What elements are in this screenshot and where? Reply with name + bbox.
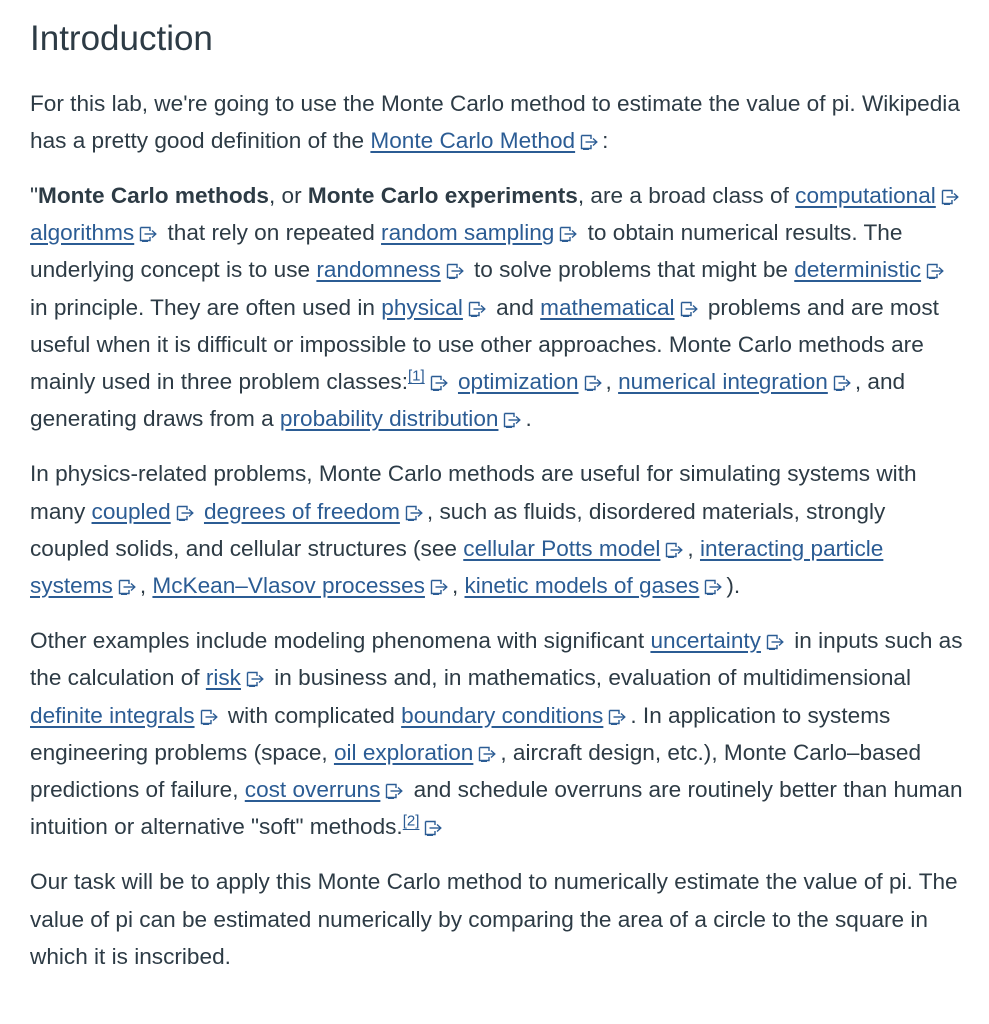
text: in principle. They are often used in bbox=[30, 294, 382, 320]
link-algorithms[interactable]: algorithms bbox=[30, 220, 135, 246]
external-link-icon[interactable] bbox=[478, 746, 500, 762]
paragraph-task: Our task will be to apply this Monte Carlo method to numerically estimate the value of pi. The value of pi can be estimated numerically by comparing the area of a circle to the square in which it is inscribed. bbox=[30, 869, 958, 969]
external-link-icon[interactable] bbox=[926, 263, 948, 279]
text: in inputs such as the calculation of bbox=[30, 628, 963, 691]
text: to obtain numerical results. The underlying concept is to use bbox=[30, 220, 903, 283]
text: problems and are most useful when it is difficult or impossible to use other approaches. Monte Carlo methods are mainly used in three problem classes: bbox=[30, 294, 939, 394]
text: and bbox=[489, 294, 541, 320]
link-cost-overruns[interactable]: cost overruns bbox=[244, 776, 381, 802]
paragraph-examples bbox=[30, 622, 967, 845]
link-mathematical[interactable]: mathematical bbox=[540, 294, 675, 320]
text: , are a broad class of bbox=[577, 182, 796, 208]
text: In physics-related problems, Monte Carlo methods are useful for simulating systems with many bbox=[30, 461, 917, 524]
external-link-icon[interactable] bbox=[176, 505, 198, 521]
citation-link[interactable]: [2] bbox=[402, 812, 420, 830]
external-link-icon[interactable] bbox=[405, 505, 427, 521]
link-coupled[interactable]: coupled bbox=[91, 498, 171, 524]
paragraph-physics bbox=[30, 455, 967, 604]
text: that rely on repeated bbox=[161, 220, 382, 246]
text: , bbox=[687, 535, 700, 561]
text: in business and, in mathematics, evaluation of multidimensional bbox=[267, 665, 911, 691]
text: , bbox=[139, 572, 153, 598]
link-cellular-potts-model[interactable]: cellular Potts model bbox=[463, 535, 661, 561]
link-degrees-of-freedom[interactable]: degrees of freedom bbox=[203, 498, 400, 524]
citation-link[interactable]: [1] bbox=[408, 367, 425, 385]
link-optimization[interactable]: optimization bbox=[457, 368, 579, 394]
text: , aircraft design, etc.), Monte Carlo–based predictions of failure, bbox=[30, 739, 922, 802]
external-link-icon[interactable] bbox=[665, 542, 687, 558]
link-monte-carlo-method[interactable]: Monte Carlo Method bbox=[370, 127, 576, 153]
external-link-icon[interactable] bbox=[580, 134, 602, 150]
external-link-icon[interactable] bbox=[430, 579, 452, 595]
page-title: Introduction bbox=[30, 19, 213, 58]
external-link-icon[interactable] bbox=[424, 820, 446, 836]
text: " bbox=[30, 182, 39, 208]
text: and schedule overruns are routinely better than human intuition or alternative "soft" methods. bbox=[30, 776, 963, 840]
text: : bbox=[602, 127, 609, 153]
external-link-icon[interactable] bbox=[503, 412, 525, 428]
link-boundary-conditions[interactable]: boundary conditions bbox=[401, 702, 604, 728]
link-random-sampling[interactable]: random sampling bbox=[381, 220, 555, 246]
external-link-icon[interactable] bbox=[200, 709, 222, 725]
text: Other examples include modeling phenomena with significant bbox=[30, 628, 651, 654]
link-mckean-vlasov[interactable]: McKean–Vlasov processes bbox=[152, 572, 425, 598]
text: . bbox=[525, 406, 532, 432]
link-risk[interactable]: risk bbox=[205, 665, 241, 691]
citation-1[interactable] bbox=[408, 367, 425, 384]
text: with complicated bbox=[221, 702, 402, 728]
text: , and generating draws from a bbox=[30, 368, 906, 432]
link-randomness[interactable]: randomness bbox=[316, 257, 441, 283]
link-physical[interactable]: physical bbox=[381, 294, 463, 320]
text: , bbox=[451, 572, 465, 598]
link-interacting-particle-systems[interactable]: interacting particle systems bbox=[30, 535, 884, 598]
external-link-icon[interactable] bbox=[468, 301, 490, 317]
external-link-icon[interactable] bbox=[766, 634, 788, 650]
link-probability-distribution[interactable]: probability distribution bbox=[279, 406, 499, 432]
text: , or bbox=[269, 182, 308, 208]
link-definite-integrals[interactable]: definite integrals bbox=[30, 702, 195, 728]
external-link-icon[interactable] bbox=[941, 189, 963, 205]
external-link-icon[interactable] bbox=[680, 301, 702, 317]
external-link-icon[interactable] bbox=[704, 579, 726, 595]
external-link-icon[interactable] bbox=[430, 375, 452, 391]
text: . In application to systems engineering problems (space, bbox=[30, 702, 891, 765]
text: , bbox=[605, 368, 619, 394]
text: , such as fluids, disordered materials, strongly coupled solids, and cellular structures (see bbox=[30, 498, 886, 561]
text: For this lab, we're going to use the Monte Carlo method to estimate the value of pi. Wikipedia has a pretty good definition of the bbox=[30, 90, 960, 153]
text: to solve problems that might be bbox=[467, 257, 795, 283]
external-link-icon[interactable] bbox=[446, 263, 468, 279]
citation-2[interactable] bbox=[403, 813, 420, 830]
text: ). bbox=[726, 572, 741, 598]
external-link-icon[interactable] bbox=[559, 226, 581, 242]
external-link-icon[interactable] bbox=[118, 579, 140, 595]
bold-term: Monte Carlo methods bbox=[38, 182, 269, 208]
external-link-icon[interactable] bbox=[139, 226, 161, 242]
external-link-icon[interactable] bbox=[608, 709, 630, 725]
external-link-icon[interactable] bbox=[385, 783, 407, 799]
link-numerical-integration[interactable]: numerical integration bbox=[618, 368, 828, 394]
external-link-icon[interactable] bbox=[584, 375, 606, 391]
external-link-icon[interactable] bbox=[833, 375, 855, 391]
link-deterministic[interactable]: deterministic bbox=[794, 257, 922, 283]
paragraph-definition bbox=[30, 177, 967, 437]
bold-term: Monte Carlo experiments bbox=[307, 182, 578, 208]
link-kinetic-models[interactable]: kinetic models of gases bbox=[464, 572, 700, 598]
link-computational[interactable]: computational bbox=[795, 182, 936, 208]
external-link-icon[interactable] bbox=[246, 671, 268, 687]
link-oil-exploration[interactable]: oil exploration bbox=[333, 739, 474, 765]
paragraph-intro bbox=[30, 85, 967, 159]
link-uncertainty[interactable]: uncertainty bbox=[650, 628, 761, 654]
